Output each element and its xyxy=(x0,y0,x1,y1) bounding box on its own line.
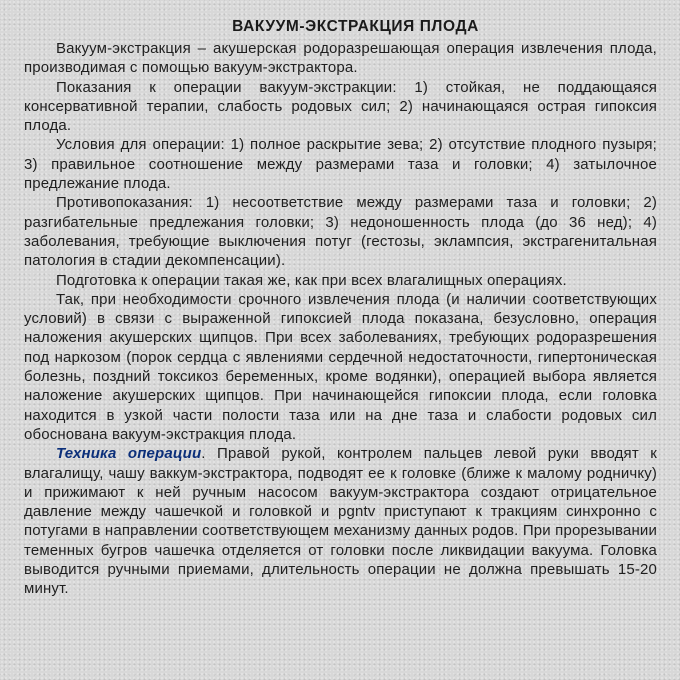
slide xyxy=(24,18,657,599)
paragraph-indications: Показания к операции вакуум-экстракции: 1) стойкая, не поддающаяся консервативной терапии, слабость родовых сил; 2) начинающаяся острая гипоксия плода. xyxy=(24,78,657,135)
paragraph-discussion: Так, при необходимости срочного извлечения плода (и наличии соответствующих условий) в связи с выраженной гипоксией плода показана, безусловно, операция наложения акушерских щипцов. При всех заболеваниях, требующих родоразрешения под наркозом (порок сердца с явлениями сердечной недостаточности, гипертоническая болезнь, поздний токсикоз беременных, кроме водянки), операцией выбора является наложение акушерских щипцов. При начинающейся гипоксии плода, если головка находится в узкой части полости таза или на дне таза и слабости родовых сил обоснована вакуум-экстракция плода. xyxy=(24,290,657,443)
paragraph-technique xyxy=(24,444,657,598)
paragraph-preparation: Подготовка к операции такая же, как при всех влагалищных операциях. xyxy=(56,271,567,289)
technique-text: . Правой рукой, контролем пальцев левой руки вводят к влагалищу, чашу ваккум-экстрактора, подводят ее к головке (ближе к малому родничку) и прижимают к ней ручным насосом вакуум-экстрактора создают отрицательное давление между чашечкой и головкой и pgntv приступают к тракциям синхронно с потугами в направлении соответствующем механизму данных родов. При прорезывании теменных бугров чашечка отделяется от головки после ликвидации вакуума. Головка выводится ручными приемами, длительность операции не должна превышать 15-20 минут. xyxy=(24,445,657,598)
paragraph-definition: Вакуум-экстракция – акушерская родоразрешающая операция извлечения плода, производимая с помощью вакуум-экстрактора. xyxy=(24,40,657,77)
page-title: ВАКУУМ-ЭКСТРАКЦИЯ ПЛОДА xyxy=(232,18,479,35)
paragraph-contraindications: Противопоказания: 1) несоответствие между размерами таза и головки; 2) разгибательные предлежания головки; 3) недоношенность плода (до 36 нед); 4) заболевания, требующие выключения потуг (гестозы, эклампсия, экстрагенитальная патология в стадии декомпенсации). xyxy=(24,194,657,270)
technique-label: Техника операции xyxy=(56,445,202,463)
paragraph-conditions: Условия для операции: 1) полное раскрытие зева; 2) отсутствие плодного пузыря; 3) правильное соотношение между размерами таза и головки; 4) затылочное предлежание плода. xyxy=(24,136,657,193)
